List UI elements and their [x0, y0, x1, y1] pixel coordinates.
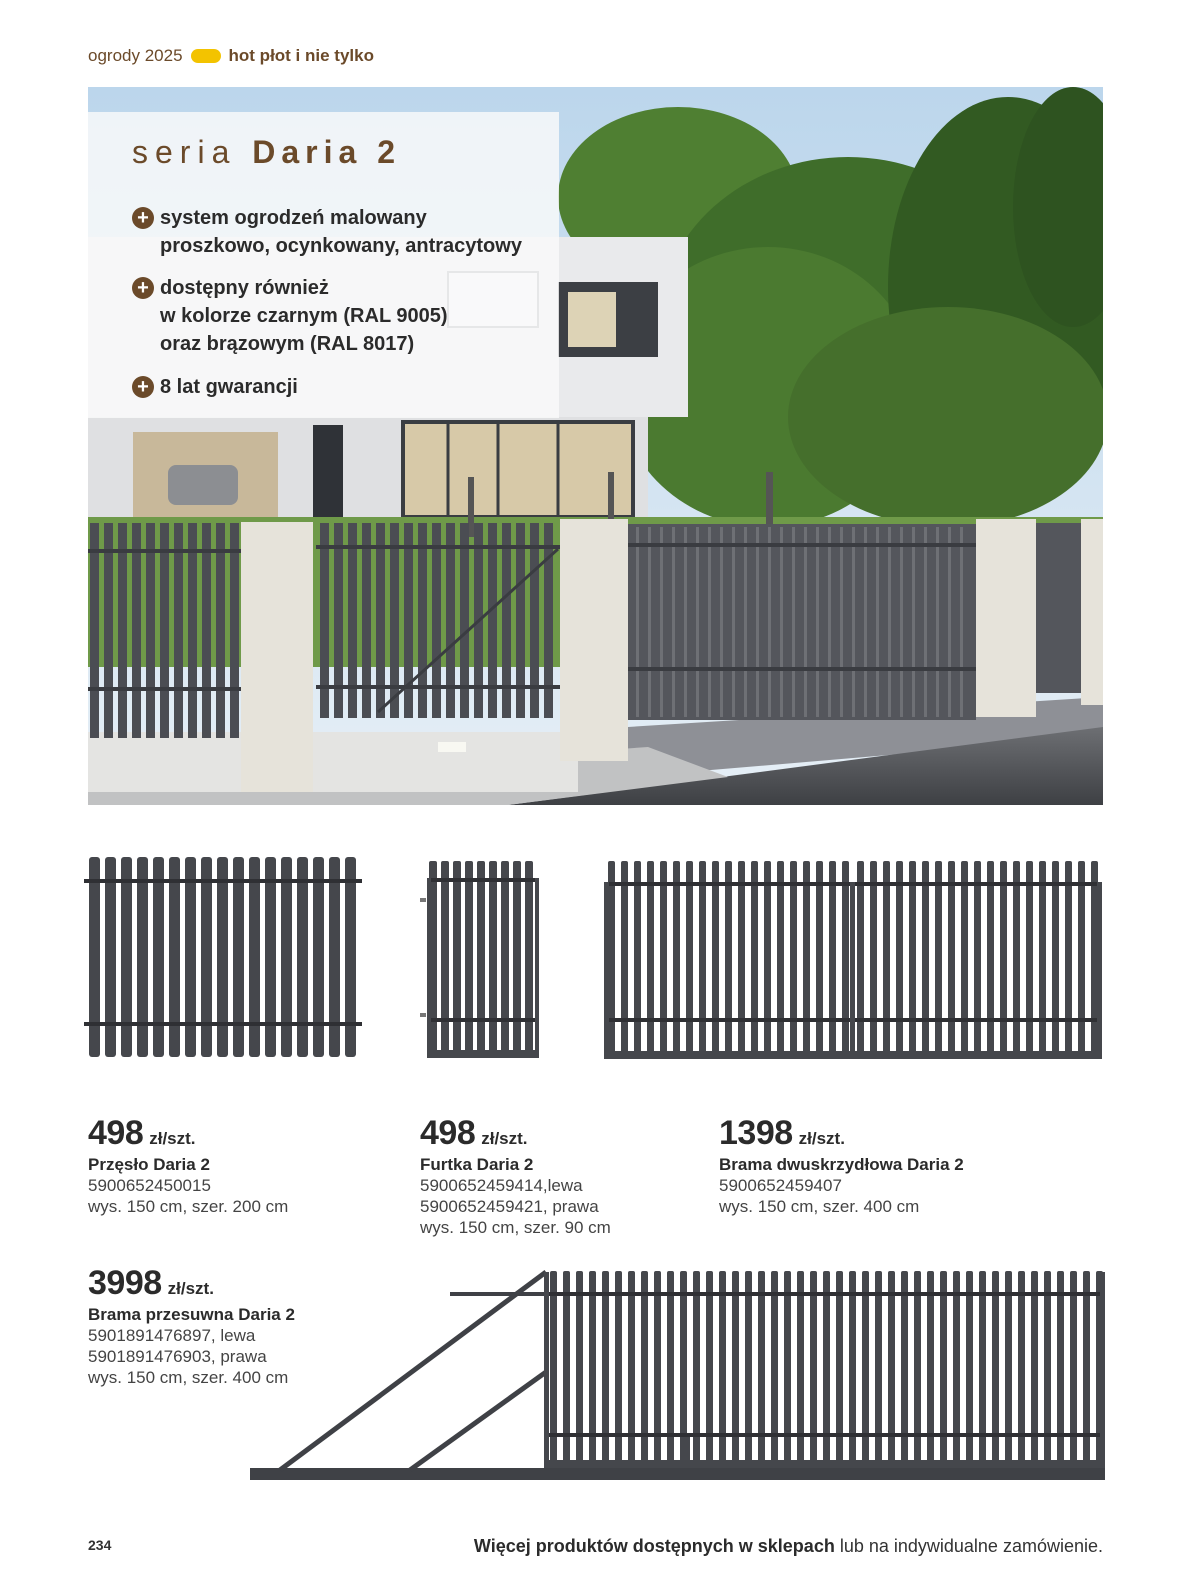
price-unit: zł/szt. [481, 1129, 528, 1148]
catalog-name: ogrody 2025 [88, 46, 183, 65]
double-gate-image [602, 858, 1104, 1060]
series-prefix: seria [132, 134, 237, 170]
product-price: 498 [420, 1114, 476, 1152]
product-brama-dwuskrzydlowa [719, 1114, 964, 1217]
fence-panel-image [84, 855, 362, 1060]
price-unit: zł/szt. [798, 1129, 845, 1148]
feature-line: 8 lat gwarancji [160, 376, 298, 398]
product-price: 1398 [719, 1114, 793, 1152]
feature-bullet [132, 373, 298, 401]
product-detail: 5901891476897, lewa [88, 1326, 256, 1345]
feature-line: system ogrodzeń malowany [160, 207, 427, 229]
product-detail: 5900652459421, prawa [420, 1197, 599, 1216]
product-detail: 5901891476903, prawa [88, 1347, 267, 1366]
feature-bullet [132, 274, 448, 358]
product-detail: wys. 150 cm, szer. 200 cm [88, 1197, 289, 1216]
product-detail: wys. 150 cm, szer. 400 cm [88, 1368, 289, 1387]
product-name: Przęsło Daria 2 [88, 1155, 210, 1174]
price-unit: zł/szt. [167, 1279, 214, 1298]
product-detail: 5900652450015 [88, 1176, 211, 1195]
footer-text: lub na indywidualne zamówienie. [834, 1536, 1103, 1556]
product-name: Furtka Daria 2 [420, 1155, 534, 1174]
feature-line: w kolorze czarnym (RAL 9005) [160, 305, 448, 327]
product-furtka [420, 1114, 611, 1238]
footer-bold-text: Więcej produktów dostępnych w sklepach [473, 1536, 835, 1556]
plus-circle-icon: + [132, 277, 154, 299]
feature-line: dostępny również [160, 277, 329, 299]
product-name: Brama dwuskrzydłowa Daria 2 [719, 1155, 964, 1174]
product-detail: wys. 150 cm, szer. 400 cm [719, 1197, 920, 1216]
yellow-pill-icon [191, 49, 221, 63]
page-header [88, 44, 374, 68]
price-unit: zł/szt. [149, 1129, 196, 1148]
series-name: Daria 2 [252, 134, 401, 170]
wicket-gate-image [420, 858, 542, 1060]
feature-line: oraz brązowym (RAL 8017) [160, 333, 415, 355]
series-info-box [88, 112, 559, 418]
footer-note [474, 1536, 1103, 1557]
sliding-gate-image [250, 1268, 1105, 1483]
product-name: Brama przesuwna Daria 2 [88, 1305, 295, 1324]
product-detail: 5900652459414,lewa [420, 1176, 583, 1195]
plus-circle-icon: + [132, 376, 154, 398]
feature-bullet [132, 204, 522, 260]
product-price: 3998 [88, 1264, 162, 1302]
page-number: 234 [88, 1537, 112, 1553]
product-przeslo [88, 1114, 288, 1217]
product-detail: 5900652459407 [719, 1176, 842, 1195]
product-detail: wys. 150 cm, szer. 90 cm [420, 1218, 611, 1237]
series-title [132, 134, 401, 171]
plus-circle-icon: + [132, 207, 154, 229]
feature-line: proszkowo, ocynkowany, antracytowy [160, 235, 522, 257]
product-price: 498 [88, 1114, 144, 1152]
section-name: hot płot i nie tylko [228, 46, 374, 65]
